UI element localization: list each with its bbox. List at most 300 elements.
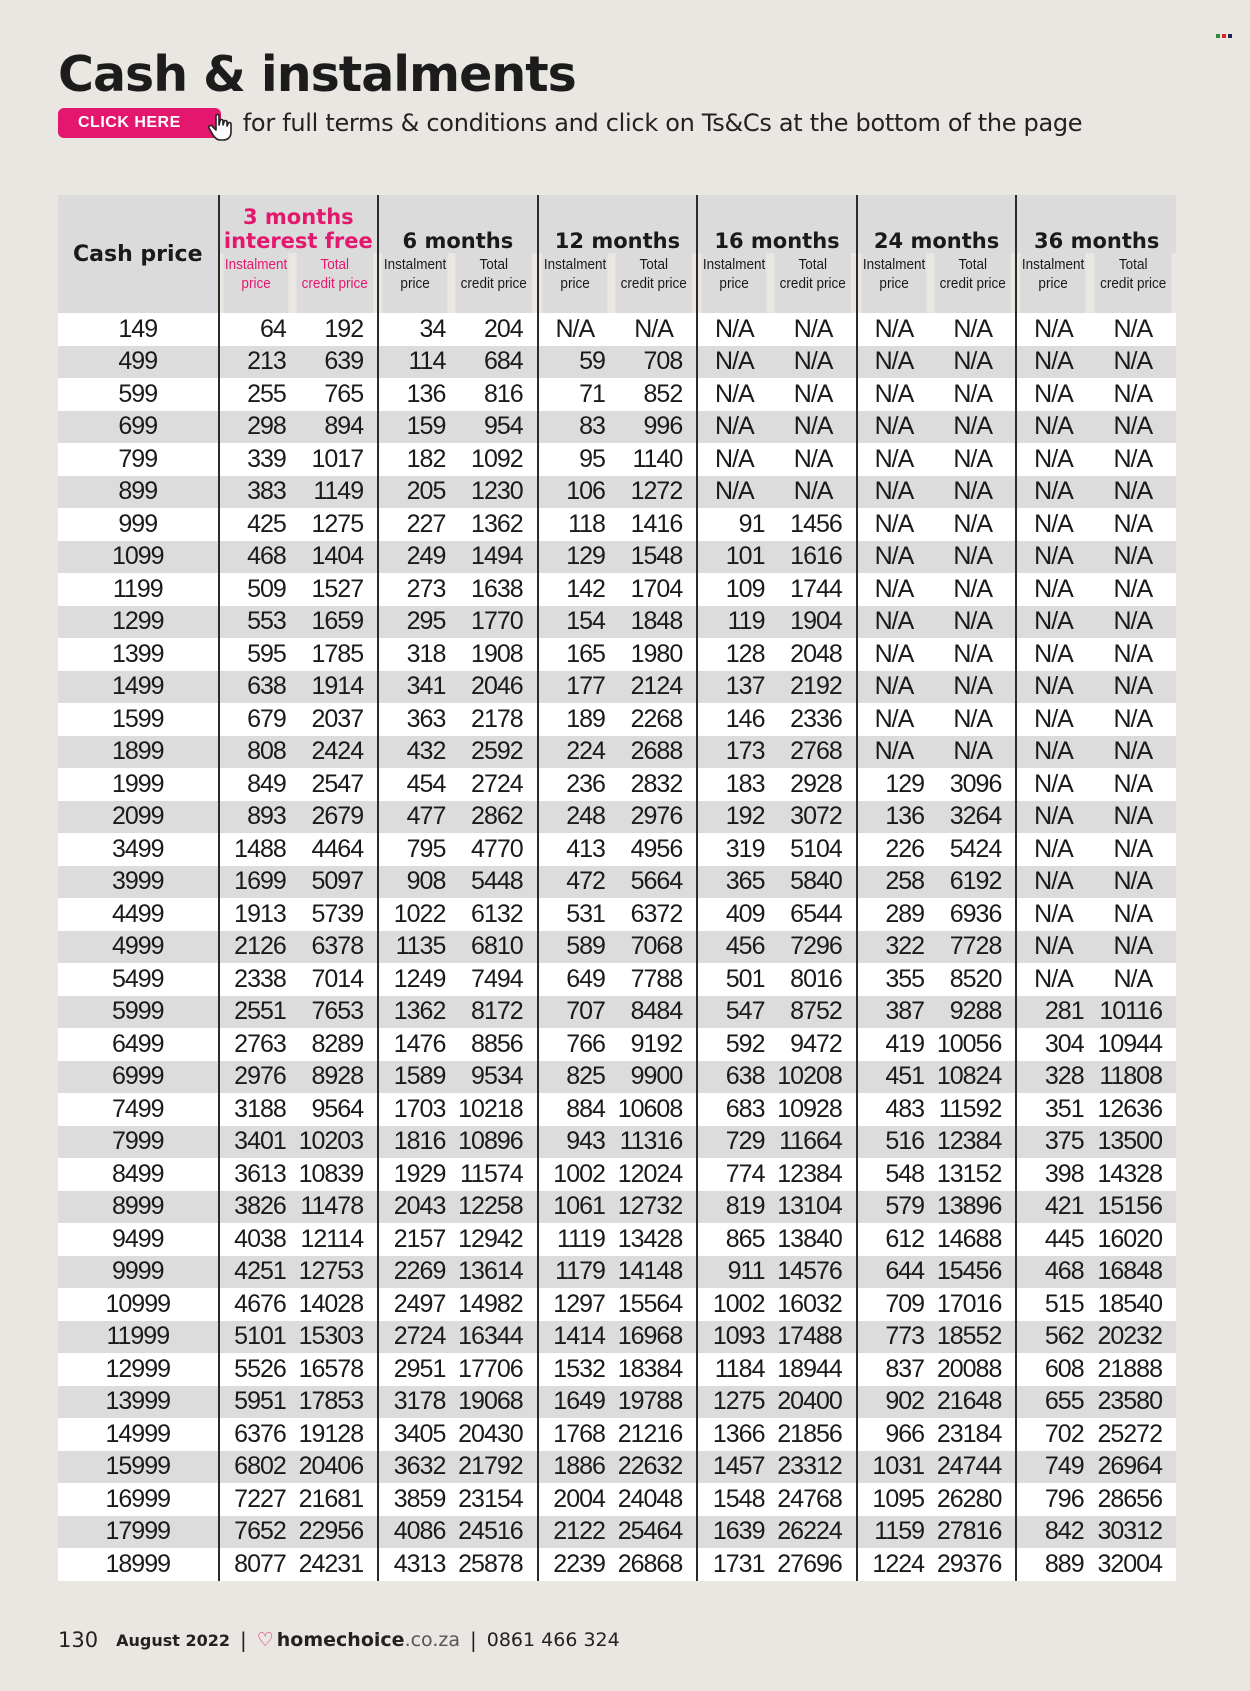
table-row xyxy=(58,736,1176,769)
total-credit-price-cell: 13840 xyxy=(770,1223,856,1256)
cash-price-cell: 5499 xyxy=(58,963,219,996)
instalment-price-cell: N/A xyxy=(1016,833,1089,866)
instalment-price-cell: 1093 xyxy=(697,1321,770,1354)
instalment-price-cell: 6376 xyxy=(219,1418,292,1451)
total-credit-price-cell: N/A xyxy=(1090,703,1176,736)
instalment-price-cell: 579 xyxy=(857,1191,930,1224)
instalment-price-cell: 128 xyxy=(697,638,770,671)
heart-logo-icon: ♡ xyxy=(256,1629,274,1651)
total-credit-price-header xyxy=(775,253,853,313)
instalment-price-cell: 943 xyxy=(538,1126,611,1159)
total-credit-price-cell: 26224 xyxy=(770,1516,856,1549)
total-credit-price-cell: 21681 xyxy=(292,1483,378,1516)
total-credit-price-cell: 5097 xyxy=(292,866,378,899)
total-credit-price-cell: 3072 xyxy=(770,801,856,834)
total-credit-price-cell: 5664 xyxy=(611,866,697,899)
instalment-price-cell: N/A xyxy=(1016,541,1089,574)
total-credit-price-cell: 9900 xyxy=(611,1061,697,1094)
total-credit-price-cell: 852 xyxy=(611,378,697,411)
total-credit-price-cell: 22632 xyxy=(611,1451,697,1484)
total-credit-price-cell: 29376 xyxy=(930,1548,1016,1581)
instalment-price-cell: 295 xyxy=(378,606,451,639)
instalment-price-cell: 255 xyxy=(219,378,292,411)
total-credit-price-cell: 23312 xyxy=(770,1451,856,1484)
total-credit-price-cell: 16848 xyxy=(1090,1256,1176,1289)
header-label-line: price xyxy=(879,275,909,292)
instalment-price-cell: N/A xyxy=(538,313,611,346)
instalment-price-cell: 129 xyxy=(857,768,930,801)
total-credit-price-cell: 8172 xyxy=(451,996,537,1029)
instalment-price-cell: 655 xyxy=(1016,1386,1089,1419)
instalment-price-cell: 819 xyxy=(697,1191,770,1224)
instalment-price-cell: 1224 xyxy=(857,1548,930,1581)
instalment-price-cell: 258 xyxy=(857,866,930,899)
cash-price-header: Cash price xyxy=(58,195,219,313)
total-credit-price-cell: 14328 xyxy=(1090,1158,1176,1191)
table-row xyxy=(58,1158,1176,1191)
total-credit-price-cell: 22956 xyxy=(292,1516,378,1549)
header-label-line: Instalment xyxy=(543,256,606,273)
period-subtitle: interest free xyxy=(223,229,373,253)
total-credit-price-cell: 8016 xyxy=(770,963,856,996)
total-credit-price-cell: 2862 xyxy=(451,801,537,834)
total-credit-price-cell: N/A xyxy=(930,476,1016,509)
total-credit-price-cell: N/A xyxy=(1090,963,1176,996)
total-credit-price-cell: 1980 xyxy=(611,638,697,671)
instalment-price-cell: 383 xyxy=(219,476,292,509)
table-row xyxy=(58,1483,1176,1516)
instalment-price-cell: 1002 xyxy=(697,1288,770,1321)
total-credit-price-cell: 1785 xyxy=(292,638,378,671)
total-credit-price-cell: N/A xyxy=(1090,898,1176,931)
table-row xyxy=(58,378,1176,411)
instalment-price-cell: 1731 xyxy=(697,1548,770,1581)
instalment-price-cell: 4038 xyxy=(219,1223,292,1256)
instalment-price-cell: 2004 xyxy=(538,1483,611,1516)
instalment-price-cell: 649 xyxy=(538,963,611,996)
header-label-line: price xyxy=(560,275,590,292)
total-credit-price-cell: 9472 xyxy=(770,1028,856,1061)
instalment-price-cell: N/A xyxy=(857,378,930,411)
hand-pointer-icon xyxy=(207,112,235,153)
total-credit-price-cell: 2192 xyxy=(770,671,856,704)
cash-price-cell: 1199 xyxy=(58,573,219,606)
total-credit-price-cell: 25464 xyxy=(611,1516,697,1549)
instalment-price-cell: N/A xyxy=(857,411,930,444)
total-credit-price-cell: 10928 xyxy=(770,1093,856,1126)
instalment-price-cell: 1297 xyxy=(538,1288,611,1321)
instalment-price-cell: 5951 xyxy=(219,1386,292,1419)
total-credit-price-cell: N/A xyxy=(1090,573,1176,606)
instalment-price-cell: 205 xyxy=(378,476,451,509)
instalment-price-cell: 4313 xyxy=(378,1548,451,1581)
instalment-price-cell: N/A xyxy=(1016,963,1089,996)
instalment-price-cell: 468 xyxy=(1016,1256,1089,1289)
header-label-line: price xyxy=(240,275,271,292)
instalment-price-header xyxy=(222,253,288,313)
total-credit-price-header xyxy=(615,253,693,313)
table-body xyxy=(58,313,1176,1581)
instalment-price-cell: 7227 xyxy=(219,1483,292,1516)
total-credit-price-cell: 14576 xyxy=(770,1256,856,1289)
total-credit-price-cell: 16968 xyxy=(611,1321,697,1354)
period-header xyxy=(1016,195,1176,253)
instalment-price-cell: 562 xyxy=(1016,1321,1089,1354)
instalment-price-cell: 1457 xyxy=(697,1451,770,1484)
total-credit-price-header xyxy=(456,253,534,313)
instalment-price-cell: 1816 xyxy=(378,1126,451,1159)
cash-price-cell: 17999 xyxy=(58,1516,219,1549)
total-credit-price-cell: 1904 xyxy=(770,606,856,639)
instalment-price-cell: 683 xyxy=(697,1093,770,1126)
cash-price-cell: 6499 xyxy=(58,1028,219,1061)
total-credit-price-cell: 24744 xyxy=(930,1451,1016,1484)
cash-price-cell: 6999 xyxy=(58,1061,219,1094)
total-credit-price-cell: 1456 xyxy=(770,508,856,541)
instalment-price-cell: 182 xyxy=(378,443,451,476)
instalment-price-cell: 1699 xyxy=(219,866,292,899)
instalment-price-cell: 773 xyxy=(857,1321,930,1354)
instalment-price-cell: 2763 xyxy=(219,1028,292,1061)
click-here-button[interactable] xyxy=(58,108,221,138)
total-credit-price-cell: 28656 xyxy=(1090,1483,1176,1516)
instalment-price-cell: 322 xyxy=(857,931,930,964)
table-row xyxy=(58,1321,1176,1354)
instalment-price-cell: 227 xyxy=(378,508,451,541)
total-credit-price-cell: 2928 xyxy=(770,768,856,801)
total-credit-price-cell: 17016 xyxy=(930,1288,1016,1321)
instalment-price-cell: N/A xyxy=(1016,671,1089,704)
total-credit-price-header xyxy=(296,253,374,313)
total-credit-price-cell: 954 xyxy=(451,411,537,444)
total-credit-price-cell: 8752 xyxy=(770,996,856,1029)
total-credit-price-cell: 2724 xyxy=(451,768,537,801)
cash-price-cell: 4999 xyxy=(58,931,219,964)
total-credit-price-cell: 1275 xyxy=(292,508,378,541)
total-credit-price-cell: 18552 xyxy=(930,1321,1016,1354)
total-credit-price-cell: 15303 xyxy=(292,1321,378,1354)
phone-number[interactable]: 0861 466 324 xyxy=(486,1629,620,1651)
total-credit-price-cell: 2046 xyxy=(451,671,537,704)
instalment-price-cell: 707 xyxy=(538,996,611,1029)
cash-price-cell: 8499 xyxy=(58,1158,219,1191)
table-row xyxy=(58,1451,1176,1484)
instalment-price-cell: 1275 xyxy=(697,1386,770,1419)
page-number: 130 xyxy=(58,1628,99,1652)
header-label-line: credit price xyxy=(620,275,687,292)
cash-price-cell: 999 xyxy=(58,508,219,541)
table-row xyxy=(58,541,1176,574)
instalment-price-cell: 2497 xyxy=(378,1288,451,1321)
instalment-price-cell: 548 xyxy=(857,1158,930,1191)
total-credit-price-cell: 894 xyxy=(292,411,378,444)
total-credit-price-cell: N/A xyxy=(930,508,1016,541)
page-title: Cash & instalments xyxy=(58,46,576,103)
total-credit-price-cell: 24516 xyxy=(451,1516,537,1549)
total-credit-price-cell: 1140 xyxy=(611,443,697,476)
brand-link[interactable] xyxy=(257,1629,460,1651)
instalment-price-cell: 612 xyxy=(857,1223,930,1256)
instalment-price-cell: 644 xyxy=(857,1256,930,1289)
instalment-price-cell: 2239 xyxy=(538,1548,611,1581)
total-credit-price-cell: 7494 xyxy=(451,963,537,996)
total-credit-price-cell: 8520 xyxy=(930,963,1016,996)
total-credit-price-cell: 19788 xyxy=(611,1386,697,1419)
instalment-price-cell: 6802 xyxy=(219,1451,292,1484)
instalment-price-cell: 2269 xyxy=(378,1256,451,1289)
instalment-price-cell: 64 xyxy=(219,313,292,346)
instalment-price-cell: 595 xyxy=(219,638,292,671)
total-credit-price-cell: 1416 xyxy=(611,508,697,541)
cash-price-cell: 9499 xyxy=(58,1223,219,1256)
total-credit-price-cell: 2592 xyxy=(451,736,537,769)
total-credit-price-cell: 3264 xyxy=(930,801,1016,834)
table-row xyxy=(58,508,1176,541)
total-credit-price-cell: 4464 xyxy=(292,833,378,866)
instalment-price-cell: 1002 xyxy=(538,1158,611,1191)
total-credit-price-cell: 1616 xyxy=(770,541,856,574)
total-credit-price-cell: 19068 xyxy=(451,1386,537,1419)
total-credit-price-cell: N/A xyxy=(770,476,856,509)
total-credit-price-cell: 17488 xyxy=(770,1321,856,1354)
total-credit-price-cell: 1770 xyxy=(451,606,537,639)
total-credit-price-cell: 1908 xyxy=(451,638,537,671)
total-credit-price-cell: 11574 xyxy=(451,1158,537,1191)
total-credit-price-cell: 12384 xyxy=(930,1126,1016,1159)
total-credit-price-cell: N/A xyxy=(1090,443,1176,476)
instalment-price-cell: N/A xyxy=(857,671,930,704)
cash-price-cell: 15999 xyxy=(58,1451,219,1484)
total-credit-price-cell: 32004 xyxy=(1090,1548,1176,1581)
header-label-line: Instalment xyxy=(703,256,766,273)
table-row xyxy=(58,1353,1176,1386)
total-credit-price-cell: N/A xyxy=(770,346,856,379)
total-credit-price-cell: 26868 xyxy=(611,1548,697,1581)
total-credit-price-cell: 1017 xyxy=(292,443,378,476)
total-credit-price-cell: 2688 xyxy=(611,736,697,769)
period-header xyxy=(219,195,379,253)
instalment-price-cell: 1159 xyxy=(857,1516,930,1549)
total-credit-price-cell: 12384 xyxy=(770,1158,856,1191)
total-credit-price-cell: 4770 xyxy=(451,833,537,866)
table-row xyxy=(58,1191,1176,1224)
instalment-price-header xyxy=(860,253,926,313)
total-credit-price-cell: N/A xyxy=(1090,931,1176,964)
total-credit-price-cell: 10116 xyxy=(1090,996,1176,1029)
total-credit-price-cell: 20232 xyxy=(1090,1321,1176,1354)
total-credit-price-cell: 2768 xyxy=(770,736,856,769)
total-credit-price-cell: 12753 xyxy=(292,1256,378,1289)
period-header xyxy=(697,195,857,253)
cash-price-cell: 16999 xyxy=(58,1483,219,1516)
instalment-price-cell: 884 xyxy=(538,1093,611,1126)
instalment-price-cell: N/A xyxy=(857,476,930,509)
header-label-line: Total xyxy=(479,256,509,273)
instalment-price-cell: 5526 xyxy=(219,1353,292,1386)
instalment-price-cell: 1031 xyxy=(857,1451,930,1484)
cash-price-cell: 7999 xyxy=(58,1126,219,1159)
instalment-price-cell: 911 xyxy=(697,1256,770,1289)
instalment-price-cell: 419 xyxy=(857,1028,930,1061)
total-credit-price-cell: N/A xyxy=(930,671,1016,704)
instalment-price-cell: 165 xyxy=(538,638,611,671)
total-credit-price-cell: 9534 xyxy=(451,1061,537,1094)
header-label-line: Instalment xyxy=(224,256,287,273)
total-credit-price-cell: 8856 xyxy=(451,1028,537,1061)
total-credit-price-cell: 16032 xyxy=(770,1288,856,1321)
total-credit-price-cell: 12024 xyxy=(611,1158,697,1191)
total-credit-price-cell: 26280 xyxy=(930,1483,1016,1516)
total-credit-price-cell: 6372 xyxy=(611,898,697,931)
instalment-price-cell: 146 xyxy=(697,703,770,736)
instalment-price-header xyxy=(382,253,448,313)
total-credit-price-cell: 1548 xyxy=(611,541,697,574)
header-label-line: credit price xyxy=(780,275,847,292)
instalment-price-cell: 515 xyxy=(1016,1288,1089,1321)
instalment-price-cell: 3632 xyxy=(378,1451,451,1484)
header-label-line: price xyxy=(1038,275,1069,292)
instalment-price-cell: N/A xyxy=(1016,346,1089,379)
total-credit-price-cell: N/A xyxy=(930,443,1016,476)
instalment-price-cell: 248 xyxy=(538,801,611,834)
instalment-price-cell: 109 xyxy=(697,573,770,606)
instalment-price-cell: 142 xyxy=(538,573,611,606)
cash-price-cell: 899 xyxy=(58,476,219,509)
cash-price-cell: 1999 xyxy=(58,768,219,801)
instalment-price-cell: 501 xyxy=(697,963,770,996)
table-row xyxy=(58,1061,1176,1094)
total-credit-price-cell: 2832 xyxy=(611,768,697,801)
total-credit-price-cell: 21856 xyxy=(770,1418,856,1451)
period-title: 24 months xyxy=(873,229,1000,253)
total-credit-price-cell: 13896 xyxy=(930,1191,1016,1224)
instalment-price-cell: 34 xyxy=(378,313,451,346)
total-credit-price-cell: 996 xyxy=(611,411,697,444)
instalment-price-cell: 2551 xyxy=(219,996,292,1029)
instalment-price-cell: N/A xyxy=(857,313,930,346)
total-credit-price-cell: 11316 xyxy=(611,1126,697,1159)
footer-separator: | xyxy=(239,1628,247,1652)
instalment-price-cell: 4676 xyxy=(219,1288,292,1321)
instalment-price-cell: 2951 xyxy=(378,1353,451,1386)
total-credit-price-cell: 13500 xyxy=(1090,1126,1176,1159)
instalment-price-cell: 5101 xyxy=(219,1321,292,1354)
total-credit-price-cell: 11664 xyxy=(770,1126,856,1159)
instalment-price-cell: N/A xyxy=(1016,508,1089,541)
instalment-price-cell: 837 xyxy=(857,1353,930,1386)
total-credit-price-cell: 2037 xyxy=(292,703,378,736)
total-credit-price-cell: 10944 xyxy=(1090,1028,1176,1061)
instalment-price-cell: 298 xyxy=(219,411,292,444)
total-credit-price-cell: 25272 xyxy=(1090,1418,1176,1451)
cash-price-cell: 12999 xyxy=(58,1353,219,1386)
total-credit-price-cell: 1362 xyxy=(451,508,537,541)
instalment-price-cell: 7652 xyxy=(219,1516,292,1549)
instalment-price-cell: N/A xyxy=(697,476,770,509)
table-row xyxy=(58,346,1176,379)
total-credit-price-cell: 27816 xyxy=(930,1516,1016,1549)
total-credit-price-cell: 5424 xyxy=(930,833,1016,866)
total-credit-price-cell: N/A xyxy=(930,346,1016,379)
table-row xyxy=(58,411,1176,444)
table-row xyxy=(58,833,1176,866)
instalment-price-cell: 908 xyxy=(378,866,451,899)
instalment-price-cell: 966 xyxy=(857,1418,930,1451)
instalment-price-cell: 592 xyxy=(697,1028,770,1061)
instalment-price-cell: N/A xyxy=(857,606,930,639)
instalment-price-cell: 1929 xyxy=(378,1158,451,1191)
total-credit-price-cell: 15564 xyxy=(611,1288,697,1321)
cash-price-cell: 1499 xyxy=(58,671,219,704)
instalment-price-cell: N/A xyxy=(1016,411,1089,444)
instalment-price-cell: 118 xyxy=(538,508,611,541)
total-credit-price-cell: 21216 xyxy=(611,1418,697,1451)
instalment-price-cell: 173 xyxy=(697,736,770,769)
instalment-price-cell: 154 xyxy=(538,606,611,639)
total-credit-price-cell: 16020 xyxy=(1090,1223,1176,1256)
instalment-price-cell: 1886 xyxy=(538,1451,611,1484)
instalment-price-cell: 355 xyxy=(857,963,930,996)
instalment-price-cell: 1639 xyxy=(697,1516,770,1549)
instalment-price-cell: 709 xyxy=(857,1288,930,1321)
instalment-price-cell: 8077 xyxy=(219,1548,292,1581)
instalment-price-cell: 1476 xyxy=(378,1028,451,1061)
instalment-price-cell: 849 xyxy=(219,768,292,801)
table-row xyxy=(58,1386,1176,1419)
cash-price-cell: 1899 xyxy=(58,736,219,769)
instalment-price-cell: 129 xyxy=(538,541,611,574)
table-row xyxy=(58,313,1176,346)
total-credit-price-cell: 1494 xyxy=(451,541,537,574)
instalment-price-cell: 189 xyxy=(538,703,611,736)
instalment-price-cell: 318 xyxy=(378,638,451,671)
cash-price-cell: 5999 xyxy=(58,996,219,1029)
total-credit-price-cell: 2124 xyxy=(611,671,697,704)
period-title: 12 months xyxy=(554,229,681,253)
instalment-price-cell: 796 xyxy=(1016,1483,1089,1516)
instalment-price-cell: 825 xyxy=(538,1061,611,1094)
total-credit-price-cell: 30312 xyxy=(1090,1516,1176,1549)
instalment-price-cell: 177 xyxy=(538,671,611,704)
instalment-price-cell: N/A xyxy=(857,508,930,541)
instalment-price-cell: N/A xyxy=(697,443,770,476)
instalment-price-cell: 387 xyxy=(857,996,930,1029)
instalment-price-cell: 889 xyxy=(1016,1548,1089,1581)
header-label-line: Instalment xyxy=(384,256,447,273)
instalment-price-cell: N/A xyxy=(1016,898,1089,931)
instalment-price-cell: 1179 xyxy=(538,1256,611,1289)
total-credit-price-cell: 8484 xyxy=(611,996,697,1029)
instalment-price-cell: 136 xyxy=(378,378,451,411)
total-credit-price-cell: 10203 xyxy=(292,1126,378,1159)
total-credit-price-cell: 684 xyxy=(451,346,537,379)
instalment-price-cell: 213 xyxy=(219,346,292,379)
terms-instruction: for full terms & conditions and click on Ts&Cs at the bottom of the page xyxy=(242,109,1083,137)
total-credit-price-cell: 10056 xyxy=(930,1028,1016,1061)
total-credit-price-cell: 6378 xyxy=(292,931,378,964)
total-credit-price-cell: 21648 xyxy=(930,1386,1016,1419)
instalment-price-cell: 59 xyxy=(538,346,611,379)
total-credit-price-cell: 192 xyxy=(292,313,378,346)
instalment-price-cell: 1913 xyxy=(219,898,292,931)
instalment-price-cell: 1703 xyxy=(378,1093,451,1126)
total-credit-price-cell: 1272 xyxy=(611,476,697,509)
total-credit-price-cell: 11808 xyxy=(1090,1061,1176,1094)
total-credit-price-cell: 21888 xyxy=(1090,1353,1176,1386)
total-credit-price-cell: N/A xyxy=(770,378,856,411)
instalment-price-cell: 547 xyxy=(697,996,770,1029)
total-credit-price-cell: 17853 xyxy=(292,1386,378,1419)
